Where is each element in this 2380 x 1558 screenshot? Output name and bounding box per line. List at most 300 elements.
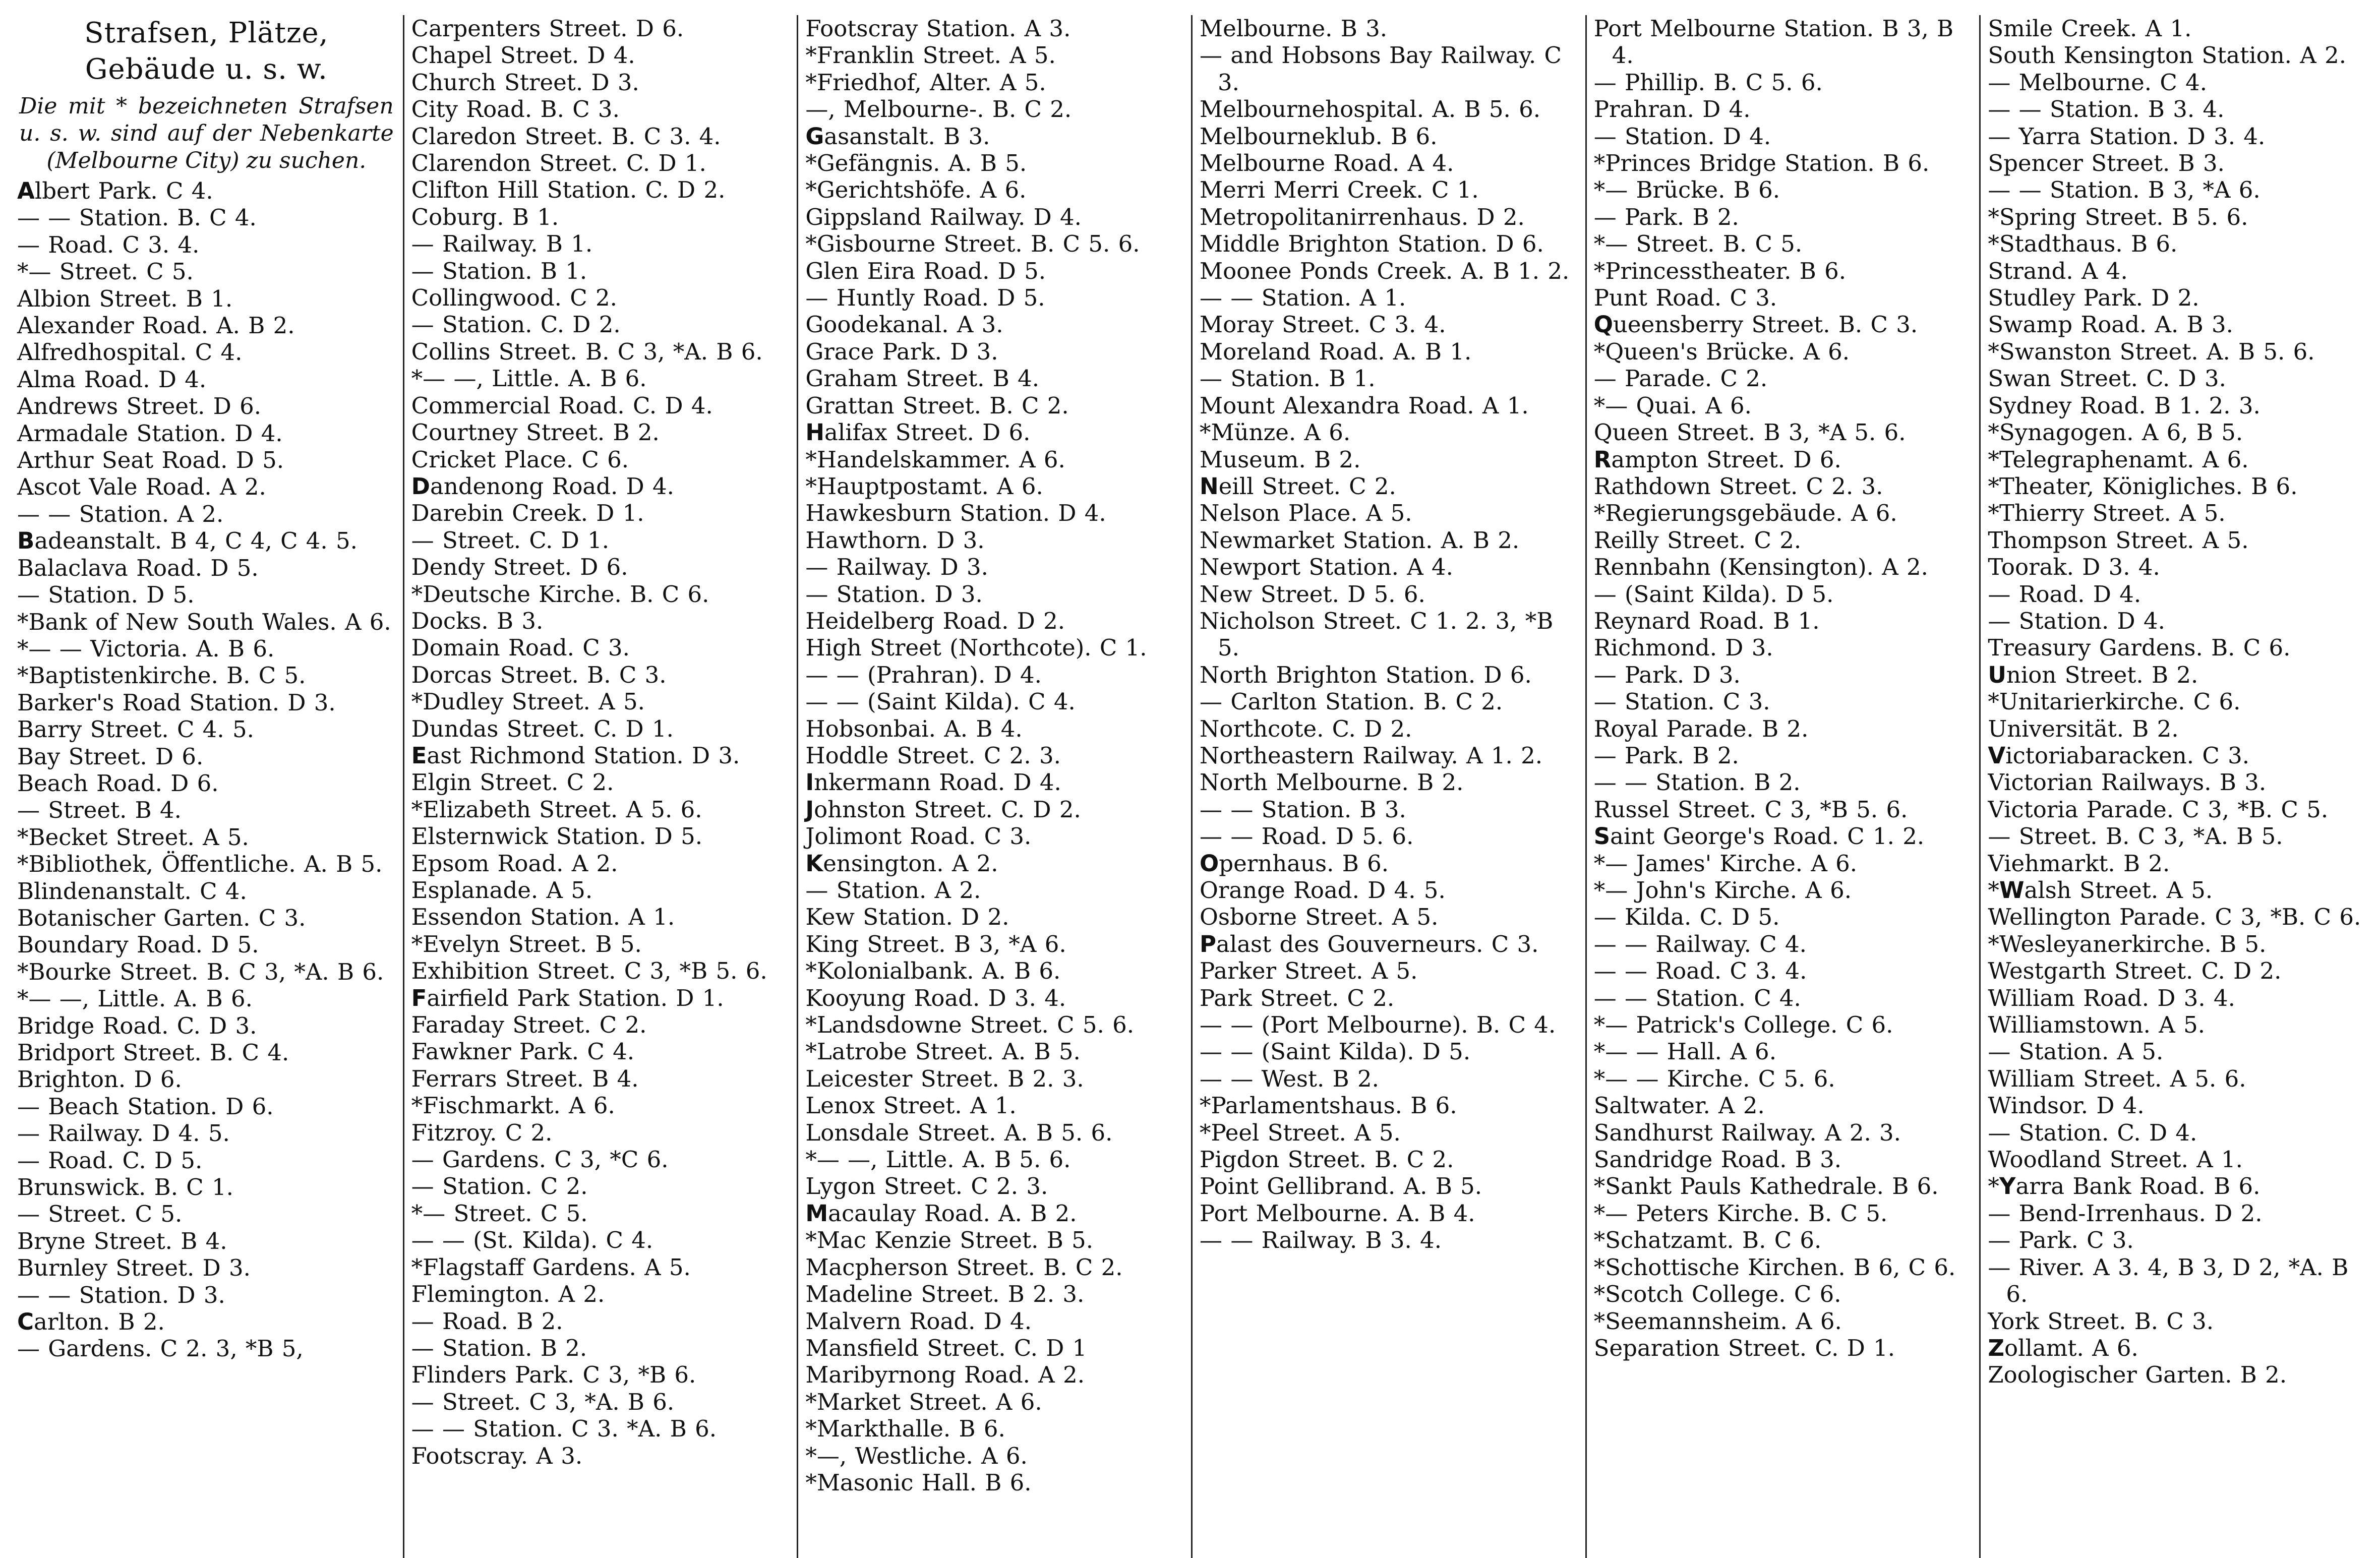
index-entry: Rampton Street. D 6.	[1593, 446, 1841, 473]
index-entry: — — Station. B 2.	[1593, 769, 1801, 796]
index-entry: Albion Street. B 1.	[17, 285, 233, 312]
index-entry: Inkermann Road. D 4.	[805, 769, 1061, 796]
index-entry: Flinders Park. C 3, *B 6.	[411, 1361, 696, 1389]
index-entry: — Station. B 2.	[411, 1334, 587, 1361]
index-entry: *— —, Little. A. B 6.	[411, 365, 647, 392]
index-entry: — Railway. D 4. 5.	[17, 1120, 230, 1147]
index-entry: — Station. D 4.	[1593, 123, 1771, 150]
index-entry: *Dudley Street. A 5.	[411, 688, 645, 715]
index-entry: — Beach Station. D 6.	[17, 1093, 274, 1120]
index-entry: Saltwater. A 2.	[1593, 1092, 1765, 1119]
section-initial: I	[805, 769, 814, 796]
index-entry: Alexander Road. A. B 2.	[17, 312, 295, 339]
index-entry: *— — Kirche. C 5. 6.	[1593, 1065, 1835, 1092]
index-entry: — Park. D 3.	[1593, 661, 1741, 688]
section-initial: E	[411, 742, 427, 769]
index-entry: — Station. D 4.	[1988, 607, 2165, 634]
index-entry: Richmond. D 3.	[1593, 634, 1773, 662]
index-entry: Sydney Road. B 1. 2. 3.	[1988, 392, 2260, 419]
index-entry: Zoologischer Garten. B 2.	[1988, 1361, 2287, 1389]
section-initial: K	[805, 850, 823, 877]
index-entry: — Melbourne. C 4.	[1988, 69, 2208, 96]
index-entry: Westgarth Street. C. D 2.	[1988, 957, 2282, 985]
index-entry: *— Street. C 5.	[411, 1200, 588, 1227]
section-initial: W	[1999, 877, 2025, 904]
index-entry: *Parlamentshaus. B 6.	[1200, 1092, 1457, 1119]
index-entry: Clifton Hill Station. C. D 2.	[411, 176, 726, 204]
index-entry: *Kolonialbank. A. B 6.	[805, 957, 1061, 985]
index-entry: Dendy Street. D 6.	[411, 554, 628, 581]
index-entry: *Peel Street. A 5.	[1200, 1119, 1401, 1146]
index-entry: — Road. D 4.	[1988, 580, 2141, 608]
index-entry: Armadale Station. D 4.	[17, 420, 283, 447]
section-initial: P	[1200, 930, 1216, 957]
index-entry: *Evelyn Street. B 5.	[411, 930, 642, 957]
index-entry: — Kilda. C. D 5.	[1593, 904, 1780, 931]
index-entry: East Richmond Station. D 3.	[411, 742, 740, 769]
index-entry: *— — Hall. A 6.	[1593, 1038, 1776, 1065]
index-entry: — River. A 3. 4, B 3, D 2, *A. B 6.	[1988, 1253, 2349, 1308]
section-initial: V	[1988, 742, 2006, 769]
section-initial: A	[17, 177, 35, 204]
index-column-1	[10, 15, 404, 1558]
index-entry: Orange Road. D 4. 5.	[1200, 877, 1446, 904]
index-entry: Hoddle Street. C 2. 3.	[805, 742, 1061, 769]
index-entry: — Huntly Road. D 5.	[805, 284, 1045, 312]
index-entry: Reilly Street. C 2.	[1593, 526, 1802, 554]
index-entry: Footscray Station. A 3.	[805, 15, 1071, 42]
index-entry: Palast des Gouverneurs. C 3.	[1200, 930, 1539, 957]
index-entry: *Landsdowne Street. C 5. 6.	[805, 1011, 1135, 1039]
index-entry: Rennbahn (Kensington). A 2.	[1593, 554, 1928, 581]
index-entry: — Station. C. D 2.	[411, 311, 621, 338]
index-entry: *Telegraphenamt. A 6.	[1988, 446, 2249, 473]
index-entry: — — (Saint Kilda). C 4.	[805, 688, 1076, 715]
index-entry: Collins Street. B. C 3, *A. B 6.	[411, 338, 763, 365]
index-entry: Epsom Road. A 2.	[411, 850, 618, 877]
index-entry: City Road. B. C 3.	[411, 96, 620, 123]
header-title-line-2: Gebäude u. s. w.	[85, 53, 328, 86]
index-entry: Dundas Street. C. D 1.	[411, 715, 674, 742]
index-entry: Exhibition Street. C 3, *B 5. 6.	[411, 957, 767, 985]
index-entry: *Spring Street. B 5. 6.	[1988, 203, 2248, 230]
index-entry: *— Quai. A 6.	[1593, 392, 1752, 419]
index-entry: *Flagstaff Gardens. A 5.	[411, 1253, 691, 1281]
index-entry: Northcote. C. D 2.	[1200, 715, 1412, 742]
index-entry: Fawkner Park. C 4.	[411, 1038, 635, 1065]
index-entry: — Road. C. D 5.	[17, 1147, 203, 1174]
index-entry: *Elizabeth Street. A 5. 6.	[411, 796, 702, 823]
index-entry: *Becket Street. A 5.	[17, 823, 249, 851]
index-entry: King Street. B 3, *A 6.	[805, 930, 1066, 957]
index-entry: Victorian Railways. B 3.	[1988, 769, 2267, 796]
index-entry: Kensington. A 2.	[805, 850, 998, 877]
index-entry: — — Station. B 3.	[1200, 796, 1406, 823]
index-entry: Claredon Street. B. C 3. 4.	[411, 123, 721, 150]
index-entry: Ferrars Street. B 4.	[411, 1065, 639, 1092]
index-entry: Footscray. A 3.	[411, 1442, 583, 1469]
index-entry: Ascot Vale Road. A 2.	[17, 473, 266, 501]
index-entry: — — Road. C 3. 4.	[1593, 957, 1807, 985]
index-entry: — Gardens. C 2. 3, *B 5,	[17, 1335, 304, 1362]
section-initial: Z	[1988, 1334, 2004, 1361]
entries-column-5	[1594, 15, 1973, 1361]
index-entry: Docks. B 3.	[411, 607, 544, 634]
index-entry: *Friedhof, Alter. A 5.	[805, 69, 1046, 96]
section-initial: O	[1200, 850, 1219, 877]
index-entry: Woodland Street. A 1.	[1988, 1146, 2243, 1173]
index-entry: Toorak. D 3. 4.	[1988, 554, 2160, 581]
index-entry: Viehmarkt. B 2.	[1988, 850, 2170, 877]
index-entry: Osborne Street. A 5.	[1200, 904, 1439, 931]
index-entry: *Seemannsheim. A 6.	[1593, 1307, 1842, 1335]
index-entry: Leicester Street. B 2. 3.	[805, 1065, 1084, 1092]
section-initial: G	[805, 123, 824, 150]
index-entry: Melbourneklub. B 6.	[1200, 123, 1438, 150]
index-entry: *— Street. C 5.	[17, 258, 194, 285]
index-entry: Commercial Road. C. D 4.	[411, 392, 713, 419]
index-entry: Faraday Street. C 2.	[411, 1011, 647, 1039]
index-entry: Madeline Street. B 2. 3.	[805, 1281, 1085, 1308]
index-entry: — Street. B 4.	[17, 797, 182, 824]
index-entry: *Gefängnis. A. B 5.	[805, 150, 1027, 177]
index-entry: Hawkesburn Station. D 4.	[805, 500, 1106, 527]
index-entry: Port Melbourne Station. B 3, B 4.	[1593, 15, 1954, 69]
index-entry: Separation Street. C. D 1.	[1593, 1334, 1895, 1361]
index-entry: Strand. A 4.	[1988, 257, 2128, 284]
index-entry: New Street. D 5. 6.	[1200, 580, 1425, 608]
index-entry: Alma Road. D 4.	[17, 366, 207, 393]
index-entry: *Bibliothek, Öffentliche. A. B 5.	[17, 851, 383, 878]
index-entry: Blindenanstalt. C 4.	[17, 877, 247, 905]
index-entry: Kew Station. D 2.	[805, 904, 1009, 931]
section-initial: B	[17, 527, 35, 555]
index-entry: *Theater, Königliches. B 6.	[1988, 472, 2298, 500]
index-entry: — — Station. C 4.	[1593, 984, 1801, 1011]
index-entry: Spencer Street. B 3.	[1988, 150, 2225, 177]
index-entry: Graham Street. B 4.	[805, 365, 1040, 392]
index-entry: Newmarket Station. A. B 2.	[1200, 526, 1520, 554]
index-entry: Gippsland Railway. D 4.	[805, 203, 1082, 230]
index-entry: — — Road. D 5. 6.	[1200, 823, 1414, 850]
index-entry: Sandhurst Railway. A 2. 3.	[1593, 1119, 1901, 1146]
index-entry: Elsternwick Station. D 5.	[411, 823, 703, 850]
index-entry: Punt Road. C 3.	[1593, 284, 1777, 312]
index-entry: — — (Port Melbourne). B. C 4.	[1200, 1011, 1556, 1039]
index-entry: — — Station. D 3.	[17, 1281, 225, 1308]
index-entry: Brighton. D 6.	[17, 1066, 182, 1093]
index-entry: Russel Street. C 3, *B 5. 6.	[1593, 796, 1908, 823]
index-entry: *Scotch College. C 6.	[1593, 1281, 1841, 1308]
index-entry: *— Peters Kirche. B. C 5.	[1593, 1200, 1888, 1227]
index-entry: *— —, Little. A. B 5. 6.	[805, 1146, 1071, 1173]
index-entry: Barker's Road Station. D 3.	[17, 689, 336, 716]
index-entry: Port Melbourne. A. B 4.	[1200, 1200, 1475, 1227]
index-entry: William Road. D 3. 4.	[1988, 984, 2235, 1011]
index-entry: Wellington Parade. C 3, *B. C 6.	[1988, 904, 2361, 931]
index-entry: — Street. C 5.	[17, 1201, 183, 1228]
index-entry: — (Saint Kilda). D 5.	[1593, 580, 1834, 608]
index-entry: Moreland Road. A. B 1.	[1200, 338, 1472, 365]
index-entry: Bridport Street. B. C 4.	[17, 1039, 289, 1066]
index-entry: Gasanstalt. B 3.	[805, 123, 990, 150]
index-entry: Saint George's Road. C 1. 2.	[1593, 823, 1925, 850]
index-entry: Lygon Street. C 2. 3.	[805, 1173, 1048, 1200]
index-entry: — — Station. C 3. *A. B 6.	[411, 1415, 717, 1443]
index-entry: Collingwood. C 2.	[411, 284, 617, 312]
index-entry: — Bend-Irrenhaus. D 2.	[1988, 1200, 2263, 1227]
index-entry: — Street. B. C 3, *A. B 5.	[1988, 823, 2283, 850]
index-entry: Balaclava Road. D 5.	[17, 554, 259, 581]
index-entry: *Market Street. A 6.	[805, 1388, 1042, 1415]
index-entry: Boundary Road. D 5.	[17, 931, 259, 958]
index-entry: Barry Street. C 4. 5.	[17, 716, 254, 743]
index-entry: Royal Parade. B 2.	[1593, 715, 1809, 742]
index-entry: Essendon Station. A 1.	[411, 904, 675, 931]
index-entry: *— —, Little. A. B 6.	[17, 985, 253, 1012]
index-entry: Park Street. C 2.	[1200, 984, 1395, 1011]
index-entry: Burnley Street. D 3.	[17, 1254, 251, 1282]
index-entry: Williamstown. A 5.	[1988, 1011, 2206, 1039]
index-entry: Flemington. A 2.	[411, 1281, 605, 1308]
index-entry: *Thierry Street. A 5.	[1988, 500, 2226, 527]
index-column-3	[798, 15, 1193, 1558]
entries-column-3	[805, 15, 1184, 1496]
index-entry: — — Railway. C 4.	[1593, 930, 1807, 957]
index-entry: Maribyrnong Road. A 2.	[805, 1361, 1085, 1389]
index-entry: *Hauptpostamt. A 6.	[805, 472, 1043, 500]
index-entry: Bridge Road. C. D 3.	[17, 1012, 257, 1039]
index-entry: *Wesleyanerkirche. B 5.	[1988, 930, 2267, 957]
index-entry: Victoriabaracken. C 3.	[1988, 742, 2250, 769]
index-entry: Grace Park. D 3.	[805, 338, 998, 365]
header-note: Die mit * bezeichneten Strafsen u. s. w. sind auf der Nebenkarte (Melbourne City) zu suchen.	[19, 93, 394, 173]
index-entry: — Station. A 2.	[805, 877, 981, 904]
index-entry: Bay Street. D 6.	[17, 743, 204, 770]
index-entry: — Yarra Station. D 3. 4.	[1988, 123, 2266, 150]
index-entry: — — Station. B. C 4.	[17, 204, 257, 231]
index-entry: Andrews Street. D 6.	[17, 393, 262, 420]
index-entry: *Schottische Kirchen. B 6, C 6.	[1593, 1253, 1956, 1281]
index-entry: — Station. C. D 4.	[1988, 1119, 2197, 1146]
index-entry: Museum. B 2.	[1200, 446, 1361, 473]
index-entry: — — Station. B 3. 4.	[1988, 96, 2225, 123]
index-entry: *Synagogen. A 6, B 5.	[1988, 419, 2243, 446]
index-header	[17, 15, 396, 174]
index-entry: *— Brücke. B 6.	[1593, 176, 1780, 204]
index-entry: — Station. A 5.	[1988, 1038, 2164, 1065]
index-entry: High Street (Northcote). C 1.	[805, 634, 1147, 662]
index-entry: Dorcas Street. B. C 3.	[411, 661, 667, 688]
index-entry: — Station. C 3.	[1593, 688, 1770, 715]
index-entry: Nicholson Street. C 1. 2. 3, *B 5.	[1200, 607, 1554, 662]
index-entry: *Bourke Street. B. C 3, *A. B 6.	[17, 958, 384, 985]
section-initial: M	[805, 1200, 828, 1227]
entries-column-1	[17, 177, 396, 1362]
index-entry: Swamp Road. A. B 3.	[1988, 311, 2233, 338]
index-entry: *Baptistenkirche. B. C 5.	[17, 662, 306, 689]
section-initial: J	[805, 796, 814, 823]
index-entry: Merri Merri Creek. C 1.	[1200, 176, 1479, 204]
index-entry: Heidelberg Road. D 2.	[805, 607, 1065, 634]
index-entry: — Park. C 3.	[1988, 1227, 2134, 1254]
index-entry: Dandenong Road. D 4.	[411, 472, 674, 500]
index-entry: *Queen's Brücke. A 6.	[1593, 338, 1850, 365]
index-entry: *Stadthaus. B 6.	[1988, 230, 2178, 258]
index-entry: *Mac Kenzie Street. B 5.	[805, 1227, 1093, 1254]
index-entry: North Brighton Station. D 6.	[1200, 661, 1532, 688]
index-entry: — Phillip. B. C 5. 6.	[1593, 69, 1823, 96]
index-entry: Darebin Creek. D 1.	[411, 500, 644, 527]
index-entry: Macpherson Street. B. C 2.	[805, 1253, 1123, 1281]
index-entry: Esplanade. A 5.	[411, 877, 593, 904]
section-initial: Q	[1593, 311, 1613, 338]
index-entry: Reynard Road. B 1.	[1593, 607, 1820, 634]
index-entry: Prahran. D 4.	[1593, 96, 1751, 123]
index-entry: — Station. D 3.	[805, 580, 983, 608]
index-entry: — Park. B 2.	[1593, 203, 1739, 230]
index-entry: Mansfield Street. C. D 1	[805, 1334, 1087, 1361]
index-column-2	[404, 15, 799, 1558]
index-entry: *— Patrick's College. C 6.	[1593, 1011, 1893, 1039]
index-entry: Metropolitanirrenhaus. D 2.	[1200, 203, 1525, 230]
index-entry: — — Railway. B 3. 4.	[1200, 1227, 1442, 1254]
index-entry: *Handelskammer. A 6.	[805, 446, 1065, 473]
index-entry: Moray Street. C 3. 4.	[1200, 311, 1446, 338]
section-initial: U	[1988, 661, 2006, 688]
index-entry: — — (Saint Kilda). D 5.	[1200, 1038, 1471, 1065]
index-entry: — Street. C 3, *A. B 6.	[411, 1388, 675, 1415]
index-entry: Halifax Street. D 6.	[805, 419, 1031, 446]
index-entry: *Regierungsgebäude. A 6.	[1593, 500, 1897, 527]
index-entry: — Station. B 1.	[411, 257, 587, 284]
index-entry: — Railway. D 3.	[805, 554, 988, 581]
index-entry: Rathdown Street. C 2. 3.	[1593, 472, 1883, 500]
section-initial: C	[17, 1308, 34, 1336]
index-entry: *Gerichtshöfe. A 6.	[805, 176, 1027, 204]
index-entry: *Unitarierkirche. C 6.	[1988, 688, 2241, 715]
index-column-4	[1193, 15, 1587, 1558]
index-entry: — Street. C. D 1.	[411, 526, 610, 554]
index-column-6	[1981, 15, 2375, 1558]
section-initial: D	[411, 472, 431, 500]
index-entry: *Bank of New South Wales. A 6.	[17, 608, 391, 635]
index-entry: — Station. D 5.	[17, 581, 195, 609]
index-entry: South Kensington Station. A 2.	[1988, 42, 2347, 69]
index-entry: *Princes Bridge Station. B 6.	[1593, 150, 1930, 177]
index-entry: *— — Victoria. A. B 6.	[17, 635, 275, 662]
index-entry: Goodekanal. A 3.	[805, 311, 1003, 338]
index-entry: Melbournehospital. A. B 5. 6.	[1200, 96, 1541, 123]
index-entry: *Schatzamt. B. C 6.	[1593, 1227, 1822, 1254]
index-entry: *— John's Kirche. A 6.	[1593, 877, 1852, 904]
index-entry: Malvern Road. D 4.	[805, 1307, 1032, 1335]
index-entry: Windsor. D 4.	[1988, 1092, 2145, 1119]
index-entry: *Yarra Bank Road. B 6.	[1988, 1173, 2260, 1200]
entries-column-6	[1988, 15, 2368, 1389]
index-entry: Fitzroy. C 2.	[411, 1119, 553, 1146]
index-entry: *Fischmarkt. A 6.	[411, 1092, 615, 1119]
index-entry: Moonee Ponds Creek. A. B 1. 2.	[1200, 257, 1570, 284]
index-entry: — — Station. B 3, *A 6.	[1988, 176, 2260, 204]
index-entry: York Street. B. C 3.	[1988, 1307, 2214, 1335]
index-entry: Melbourne Road. A 4.	[1200, 150, 1454, 177]
index-entry: Clarendon Street. C. D 1.	[411, 150, 706, 177]
index-entry: Bryne Street. B 4.	[17, 1227, 227, 1254]
index-entry: — Park. B 2.	[1593, 742, 1739, 769]
index-entry: Sandridge Road. B 3.	[1593, 1146, 1842, 1173]
index-entry: Courtney Street. B 2.	[411, 419, 660, 446]
index-entry: Cricket Place. C 6.	[411, 446, 629, 473]
index-entry: North Melbourne. B 2.	[1200, 769, 1464, 796]
index-entry: Alfredhospital. C 4.	[17, 339, 243, 366]
index-entry: Victoria Parade. C 3, *B. C 5.	[1988, 796, 2329, 823]
entries-column-4	[1200, 15, 1578, 1254]
index-entry: *Münze. A 6.	[1200, 419, 1351, 446]
index-entry: Kooyung Road. D 3. 4.	[805, 984, 1066, 1011]
index-entry: *Gisbourne Street. B. C 5. 6.	[805, 230, 1140, 258]
index-entry: *Walsh Street. A 5.	[1988, 877, 2213, 904]
index-entry: Pigdon Street. B. C 2.	[1200, 1146, 1454, 1173]
index-entry: Newport Station. A 4.	[1200, 554, 1453, 581]
index-entry: Carpenters Street. D 6.	[411, 15, 684, 42]
index-entry: Domain Road. C 3.	[411, 634, 630, 662]
header-title-line-1: Strafsen, Plätze,	[84, 17, 329, 49]
index-entry: *Sankt Pauls Kathedrale. B 6.	[1593, 1173, 1939, 1200]
index-entry: — Station. C 2.	[411, 1173, 588, 1200]
index-entry: Beach Road. D 6.	[17, 769, 219, 797]
index-entry: Smile Creek. A 1.	[1988, 15, 2192, 42]
index-entry: — — West. B 2.	[1200, 1065, 1379, 1092]
index-entry: Jolimont Road. C 3.	[805, 823, 1032, 850]
index-entry: Carlton. B 2.	[17, 1308, 165, 1336]
index-entry: Hawthorn. D 3.	[805, 526, 985, 554]
index-entry: William Street. A 5. 6.	[1988, 1065, 2246, 1092]
index-entry: *Swanston Street. A. B 5. 6.	[1988, 338, 2315, 365]
index-entry: — — (Prahran). D 4.	[805, 661, 1042, 688]
index-entry: *— James' Kirche. A 6.	[1593, 850, 1858, 877]
index-entry: Nelson Place. A 5.	[1200, 500, 1412, 527]
index-entry: Macaulay Road. A. B 2.	[805, 1200, 1077, 1227]
index-entry: Fairfield Park Station. D 1.	[411, 984, 724, 1011]
index-entry: — and Hobsons Bay Railway. C 3.	[1200, 42, 1562, 96]
index-entry: Melbourne. B 3.	[1200, 15, 1388, 42]
index-entry: Lonsdale Street. A. B 5. 6.	[805, 1119, 1113, 1146]
index-entry: Chapel Street. D 4.	[411, 42, 635, 69]
index-entry: Elgin Street. C 2.	[411, 769, 614, 796]
index-entry: Church Street. D 3.	[411, 69, 639, 96]
index-entry: Swan Street. C. D 3.	[1988, 365, 2226, 392]
section-initial: R	[1593, 446, 1612, 473]
section-initial: Y	[1999, 1173, 2016, 1200]
index-entry: — Road. C 3. 4.	[17, 231, 200, 258]
index-entry: Treasury Gardens. B. C 6.	[1988, 634, 2291, 662]
index-entry: Johnston Street. C. D 2.	[805, 796, 1081, 823]
index-entry: Studley Park. D 2.	[1988, 284, 2199, 312]
index-entry: *Markthalle. B 6.	[805, 1415, 1005, 1443]
index-entry: — — (St. Kilda). C 4.	[411, 1227, 653, 1254]
index-entry: — Railway. B 1.	[411, 230, 593, 258]
index-entry: — — Station. A 1.	[1200, 284, 1406, 312]
index-entry: *Franklin Street. A 5.	[805, 42, 1056, 69]
index-entry: Arthur Seat Road. D 5.	[17, 447, 284, 474]
index-entry: — — Station. A 2.	[17, 500, 224, 527]
index-entry: — Parade. C 2.	[1593, 365, 1768, 392]
index-entry: — Road. B 2.	[411, 1307, 563, 1335]
index-entry: — Carlton Station. B. C 2.	[1200, 688, 1503, 715]
index-column-5	[1587, 15, 1981, 1558]
index-entry: Union Street. B 2.	[1988, 661, 2198, 688]
